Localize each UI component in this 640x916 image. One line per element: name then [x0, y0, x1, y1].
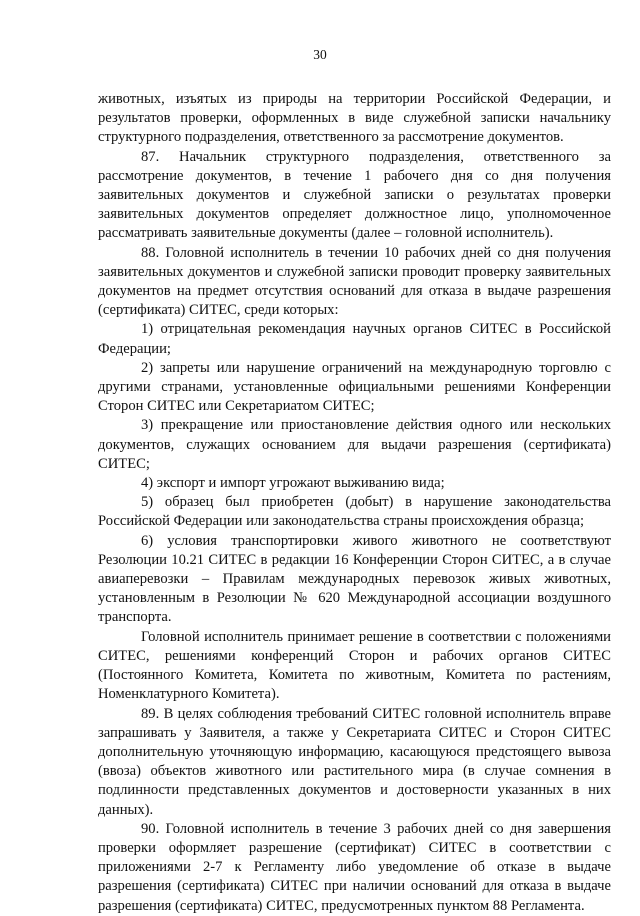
paragraph-continuation: животных, изъятых из природы на территории Российской Федерации, и результатов проверки, оформленных в виде служебной записки начальнику структурного подразделения, ответственного за рассмотрение документов. [98, 91, 611, 146]
paragraph-89: 89. В целях соблюдения требований СИТЕС головной исполнитель вправе запрашивать у Заявителя, а также у Секретариата СИТЕС и Сторон СИТЕС дополнительную уточняющую информацию, касающуюся предстоящего вывоза (ввоза) объектов животного или растительного мира (в случае сомнения в подлинности представленных документов и достоверности указанных в них данных). [98, 705, 611, 818]
page-number: 30 [313, 47, 327, 62]
list-item-3: 3) прекращение или приостановление действия одного или нескольких документов, служащих основанием для выдачи разрешения (сертификата) СИТЕС; [98, 417, 611, 472]
document-body [98, 90, 611, 916]
paragraph-88: 88. Головной исполнитель в течении 10 рабочих дней со дня получения заявительных документов и служебной записки проводит проверку заявительных документов на предмет отсутствия оснований для отказа в выдаче разрешения (сертификата) СИТЕС, среди которых: [98, 244, 611, 319]
list-item-4: 4) экспорт и импорт угрожают выживанию вида; [141, 475, 445, 492]
list-item-5: 5) образец был приобретен (добыт) в нарушение законодательства Российской Федерации или законодательства страны происхождения образца; [98, 494, 611, 530]
paragraph-decision: Головной исполнитель принимает решение в соответствии с положениями СИТЕС, решениями конференций Сторон и рабочих органов СИТЕС (Постоянного Комитета, Комитета по животным, Комитета по растениям, Номенклатурного Комитета). [98, 628, 611, 703]
paragraph-87: 87. Начальник структурного подразделения, ответственного за рассмотрение документов, в течение 1 рабочего дня со дня получения заявительных документов и служебной записки о результатах проверки заявительных документов определяет должностное лицо, уполномоченное рассматривать заявительные документы (далее – головной исполнитель). [98, 148, 611, 242]
list-item-2: 2) запреты или нарушение ограничений на международную торговлю с другими странами, установленные официальными решениями Конференции Сторон СИТЕС или Секретариатом СИТЕС; [98, 359, 611, 415]
list-item-6: 6) условия транспортировки живого животного не соответствуют Резолюции 10.21 СИТЕС в редакции 16 Конференции Сторон СИТЕС, а в случае авиаперевозки – Правилам международных перевозок живых животных, установленным в Резолюции № 620 Международной ассоциации воздушного транспорта. [98, 532, 611, 626]
paragraph-90: 90. Головной исполнитель в течение 3 рабочих дней со дня завершения проверки оформляет разрешение (сертификат) СИТЕС в соответствии с приложениями 2-7 к Регламенту либо уведомление об отказе в выдаче разрешения (сертификата) СИТЕС при наличии оснований для отказа в выдаче разрешения (сертификата) СИТЕС, предусмотренных пунктом 88 Регламента. [98, 820, 611, 914]
list-item-1: 1) отрицательная рекомендация научных органов СИТЕС в Российской Федерации; [98, 321, 611, 357]
